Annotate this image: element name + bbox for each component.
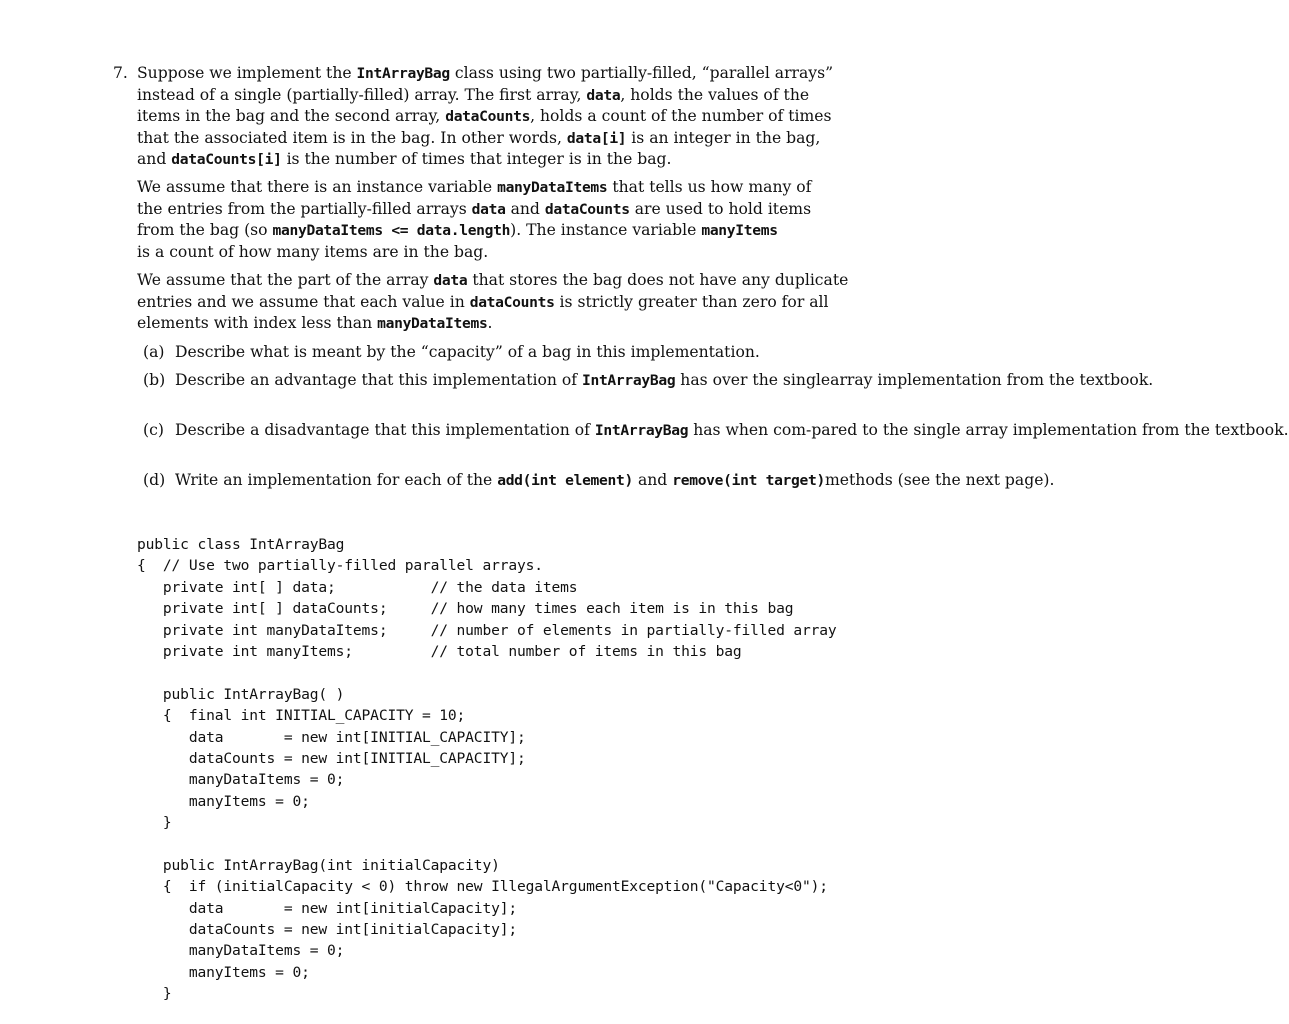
- text-line: [137, 177, 812, 199]
- text-line: [175, 343, 760, 361]
- inline-code: add(int element): [497, 472, 633, 489]
- text-run: Suppose we implement the: [137, 64, 357, 82]
- inline-code: dataCounts: [445, 108, 531, 125]
- code-line: private int manyDataItems; // number of elements in partially-filled array: [137, 621, 837, 639]
- text-line: [137, 85, 810, 107]
- text-line: [137, 270, 849, 292]
- inline-code: dataCounts: [544, 200, 630, 218]
- text-line: [175, 471, 825, 489]
- text-line: [137, 63, 834, 85]
- text-run: Write an implementation for each of the: [175, 471, 498, 489]
- inline-code: IntArrayBag: [594, 422, 689, 439]
- inline-code: manyDataItems: [377, 315, 488, 332]
- subpart-text: [175, 370, 1153, 392]
- text-run: has over the single: [675, 371, 831, 389]
- text-run: elements with index less than: [137, 314, 378, 332]
- code-line: { // Use two partially-filled parallel arrays.: [137, 557, 543, 575]
- text-run: instead of a single (partially-filled) array. The first array,: [137, 85, 587, 104]
- text-run: Describe what is meant by the “capacity” of a bag in this implementation.: [175, 343, 760, 361]
- text-line: [137, 220, 805, 242]
- inline-code: IntArrayBag: [356, 65, 450, 82]
- code-line: { final int INITIAL_CAPACITY = 10;: [137, 707, 466, 725]
- code-line: public class IntArrayBag: [137, 536, 345, 553]
- text-run: , holds a count of the number of times: [530, 107, 832, 125]
- code-line: manyItems = 0;: [137, 963, 310, 981]
- text-run: pared to the single array implementation from the textbook.: [811, 421, 1289, 439]
- inline-code: manyDataItems: [497, 179, 608, 196]
- text-run: has when com-: [688, 421, 812, 439]
- text-run: is strictly greater than zero for all: [554, 292, 829, 311]
- text-run: and: [137, 150, 172, 168]
- code-line: data = new int[INITIAL_CAPACITY];: [137, 728, 526, 746]
- subpart-text: [175, 342, 760, 364]
- text-run: ). The instance variable: [510, 221, 702, 239]
- code-line: dataCounts = new int[INITIAL_CAPACITY];: [137, 749, 526, 767]
- subpart-text: [175, 420, 1289, 442]
- code-line: [137, 662, 837, 683]
- text-line: [137, 313, 805, 335]
- text-run: We assume that the part of the array: [137, 271, 434, 289]
- code-line: manyDataItems = 0;: [137, 942, 345, 960]
- text-run: .: [487, 314, 493, 332]
- subpart-label: (b): [143, 371, 166, 389]
- text-run: items in the bag and the second array,: [137, 107, 446, 125]
- manydataitems-paragraph: [137, 177, 812, 263]
- text-run: from the bag (so: [137, 221, 273, 239]
- code-line: public IntArrayBag(int initialCapacity): [137, 856, 500, 874]
- duplicates-paragraph: [137, 270, 849, 335]
- subpart-text: [175, 470, 1054, 492]
- text-run: is an integer in the bag,: [626, 128, 821, 147]
- text-run: Describe an advantage that this implementation of: [175, 371, 582, 389]
- inline-code: remove(int target): [672, 472, 825, 489]
- text-line: [825, 471, 1054, 489]
- inline-code: data: [433, 272, 468, 289]
- code-line: { if (initialCapacity < 0) throw new IllegalArgumentException("Capacity<0");: [137, 878, 828, 896]
- text-line: [137, 106, 832, 128]
- code-listing: [137, 534, 837, 1005]
- code-line: manyItems = 0;: [137, 792, 310, 810]
- text-line: [137, 149, 805, 171]
- subpart-label: (d): [143, 471, 166, 489]
- text-run: , holds the values of the: [620, 85, 810, 104]
- code-line: private int[ ] dataCounts; // how many times each item is in this bag: [137, 600, 794, 618]
- code-line: public IntArrayBag( ): [137, 685, 345, 703]
- text-run: that the associated item is in the bag. In other words,: [137, 128, 567, 147]
- code-line: private int manyItems; // total number of items in this bag: [137, 642, 742, 660]
- subpart-label: (c): [143, 421, 164, 439]
- code-line: private int[ ] data; // the data items: [137, 578, 578, 596]
- inline-code: data: [471, 200, 506, 218]
- question-number: 7.: [113, 64, 128, 82]
- text-line: [137, 242, 805, 264]
- code-line: dataCounts = new int[initialCapacity];: [137, 921, 517, 939]
- text-line: [830, 371, 1153, 389]
- code-line: [137, 833, 837, 854]
- text-run: array implementation from the textbook.: [830, 371, 1154, 389]
- inline-code: data: [586, 86, 621, 104]
- text-run: We assume that there is an instance variable: [137, 178, 498, 196]
- text-line: [137, 292, 829, 314]
- text-run: that tells us how many of: [607, 178, 812, 196]
- inline-code: data[i]: [566, 129, 627, 147]
- text-line: [137, 128, 821, 150]
- text-run: is a count of how many items are in the bag.: [137, 242, 489, 261]
- text-run: methods (see the next page).: [825, 471, 1055, 489]
- subpart-label: (a): [143, 343, 165, 361]
- text-run: Describe a disadvantage that this implementation of: [175, 421, 595, 439]
- code-line: }: [137, 814, 172, 832]
- text-run: is the number of times that integer is in the bag.: [281, 150, 672, 168]
- text-run: that stores the bag does not have any duplicate: [467, 271, 849, 289]
- text-line: [811, 421, 1288, 439]
- inline-code: manyItems: [701, 222, 778, 239]
- inline-code: dataCounts[i]: [171, 151, 282, 168]
- text-run: entries and we assume that each value in: [137, 292, 470, 311]
- code-line: }: [137, 985, 172, 1003]
- text-run: the entries from the partially-filled arrays: [137, 199, 472, 218]
- inline-code: IntArrayBag: [581, 372, 676, 389]
- text-run: and: [632, 471, 673, 489]
- text-run: and: [505, 199, 545, 218]
- code-line: data = new int[initialCapacity];: [137, 899, 517, 917]
- text-run: are used to hold items: [629, 199, 812, 218]
- inline-code: manyDataItems <= data.length: [272, 222, 511, 239]
- text-line: [137, 199, 812, 221]
- text-run: class using two partially-filled, “parallel arrays”: [449, 64, 834, 82]
- code-line: manyDataItems = 0;: [137, 771, 345, 789]
- question-intro: [137, 63, 834, 171]
- text-line: [175, 371, 830, 389]
- inline-code: dataCounts: [469, 293, 555, 311]
- text-line: [175, 421, 811, 439]
